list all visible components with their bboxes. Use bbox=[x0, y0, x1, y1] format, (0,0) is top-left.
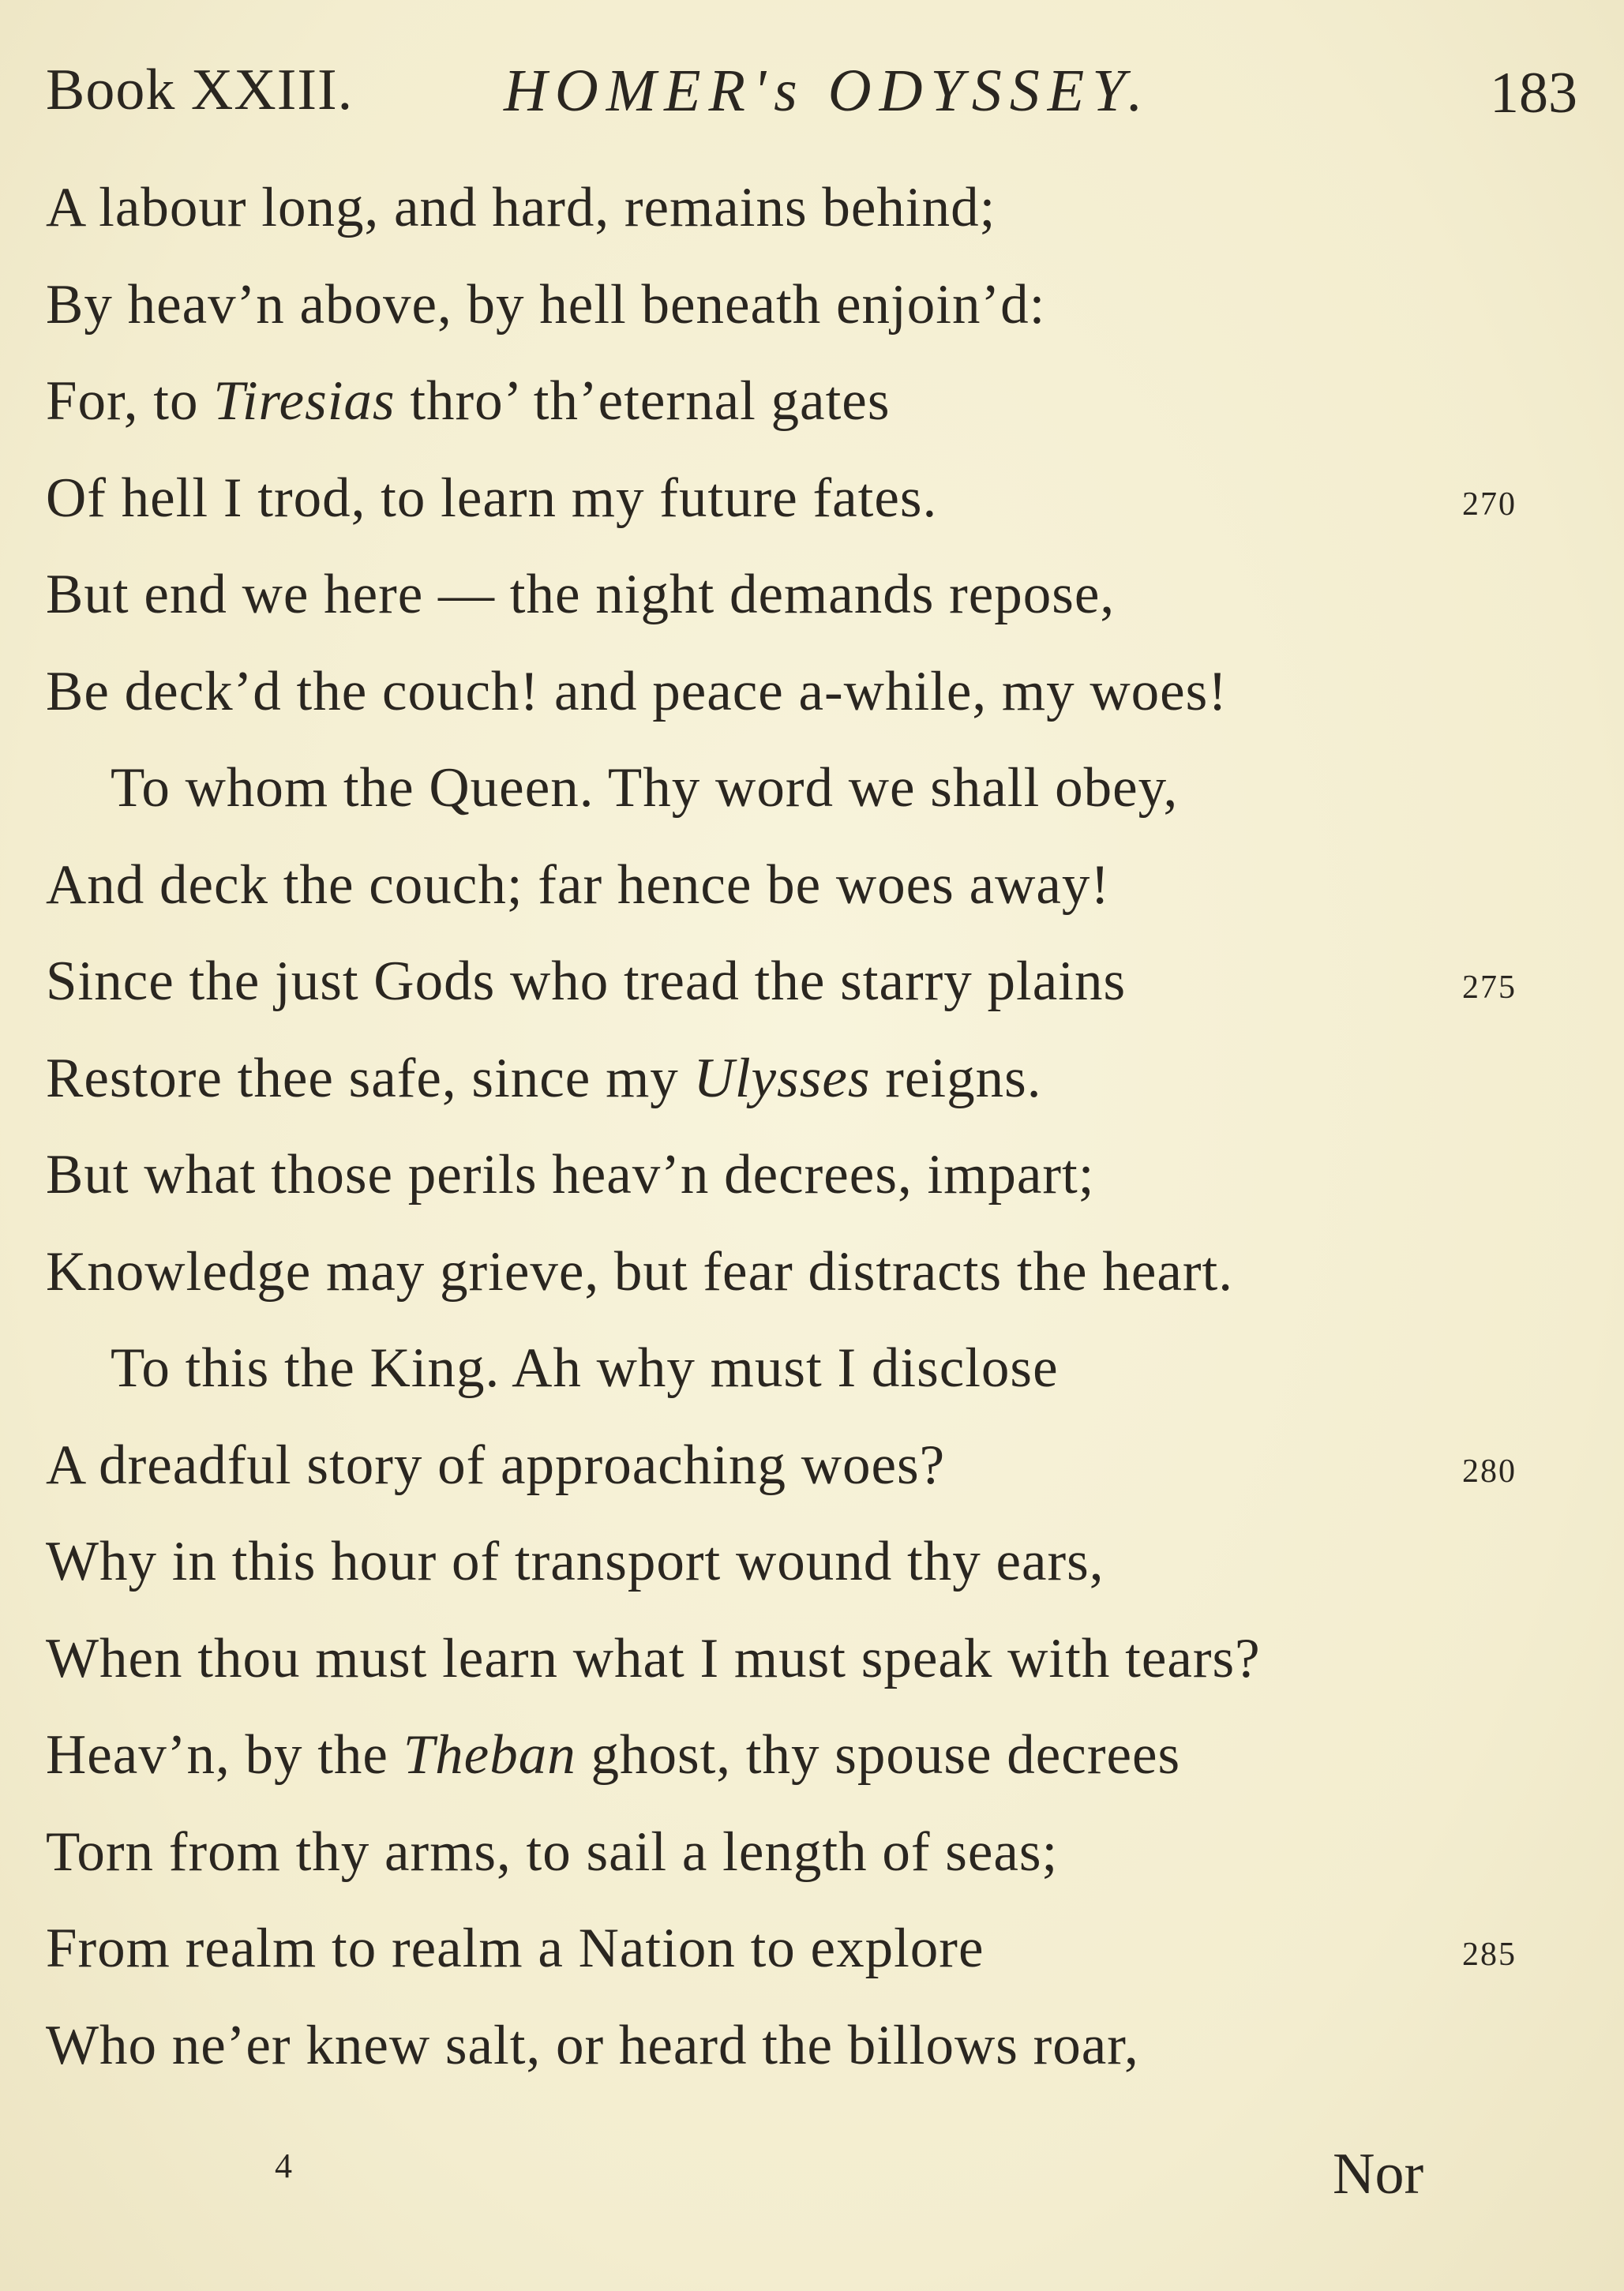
verse-text: Restore thee safe, since my bbox=[46, 1047, 694, 1109]
verse-line bbox=[46, 1724, 1181, 1786]
verse-text: To this the King. Ah why must I disclose bbox=[111, 1337, 1059, 1399]
line-number: 275 bbox=[1462, 969, 1517, 1006]
catchword: Nor bbox=[1333, 2142, 1424, 2207]
verse-text: When thou must learn what I must speak with tears? bbox=[46, 1627, 1261, 1689]
verse-text: But end we here — the night demands repose, bbox=[46, 564, 1116, 625]
verse-text: Of hell I trod, to learn my future fates. bbox=[46, 467, 938, 529]
verse-line bbox=[46, 1531, 1105, 1592]
verse-text: Who ne’er knew salt, or heard the billows roar, bbox=[46, 2014, 1139, 2076]
verse-text: Knowledge may grieve, but fear distracts the heart. bbox=[46, 1240, 1233, 1303]
italic-name: Ulysses bbox=[693, 1047, 871, 1109]
verse-text: By heav’n above, by hell beneath enjoin’d: bbox=[46, 273, 1046, 336]
page-number: 183 bbox=[1490, 61, 1577, 126]
verse-line bbox=[46, 564, 1116, 625]
verse-line bbox=[46, 1144, 1095, 1205]
verse-text: ghost, thy spouse decrees bbox=[576, 1724, 1181, 1786]
verse-text: Since the just Gods who tread the starry plains bbox=[46, 951, 1127, 1012]
verse-text: Why in this hour of transport wound thy ears, bbox=[46, 1531, 1105, 1592]
verse-text: A dreadful story of approaching woes? bbox=[46, 1434, 946, 1496]
work-title: HOMER's ODYSSEY. bbox=[504, 58, 1151, 124]
verse-line bbox=[46, 1627, 1261, 1689]
line-number: 285 bbox=[1462, 1937, 1517, 1973]
verse-line bbox=[111, 757, 1179, 819]
verse-line bbox=[46, 1820, 1059, 1883]
line-number: 270 bbox=[1462, 486, 1517, 523]
verse-text: thro’ th’eternal gates bbox=[395, 370, 891, 432]
verse-line bbox=[46, 1047, 1042, 1109]
verse-line bbox=[46, 467, 938, 529]
verse-line bbox=[46, 370, 891, 432]
verse-line bbox=[111, 1337, 1059, 1399]
running-head bbox=[46, 57, 1577, 136]
verse-line bbox=[46, 853, 1111, 916]
verse-text: Torn from thy arms, to sail a length of seas; bbox=[46, 1820, 1059, 1883]
verse-line bbox=[46, 177, 996, 238]
verse-text: A labour long, and hard, remains behind; bbox=[46, 177, 996, 238]
verse-line bbox=[46, 2014, 1139, 2076]
verse-text: But what those perils heav’n decrees, impart; bbox=[46, 1144, 1095, 1205]
verse-line bbox=[46, 660, 1228, 722]
verse-text: From realm to realm a Nation to explore bbox=[46, 1918, 985, 1979]
verse-text: reigns. bbox=[870, 1047, 1042, 1109]
verse-text: For, to bbox=[46, 370, 214, 432]
signature-mark: 4 bbox=[275, 2147, 292, 2185]
verse-line bbox=[46, 273, 1046, 336]
verse-text: And deck the couch; far hence be woes away! bbox=[46, 853, 1111, 916]
verse-text: To whom the Queen. Thy word we shall obey, bbox=[111, 757, 1179, 819]
line-number: 280 bbox=[1462, 1453, 1517, 1490]
verse-line bbox=[46, 951, 1127, 1012]
book-number: Book XXIII. bbox=[46, 58, 354, 122]
verse-line bbox=[46, 1434, 946, 1496]
verse-text: Be deck’d the couch! and peace a-while, my woes! bbox=[46, 660, 1228, 722]
verse-text: Heav’n, by the bbox=[46, 1724, 403, 1786]
italic-name: Theban bbox=[403, 1724, 576, 1786]
verse-line bbox=[46, 1240, 1233, 1303]
italic-name: Tiresias bbox=[213, 370, 396, 432]
verse-line bbox=[46, 1918, 985, 1979]
